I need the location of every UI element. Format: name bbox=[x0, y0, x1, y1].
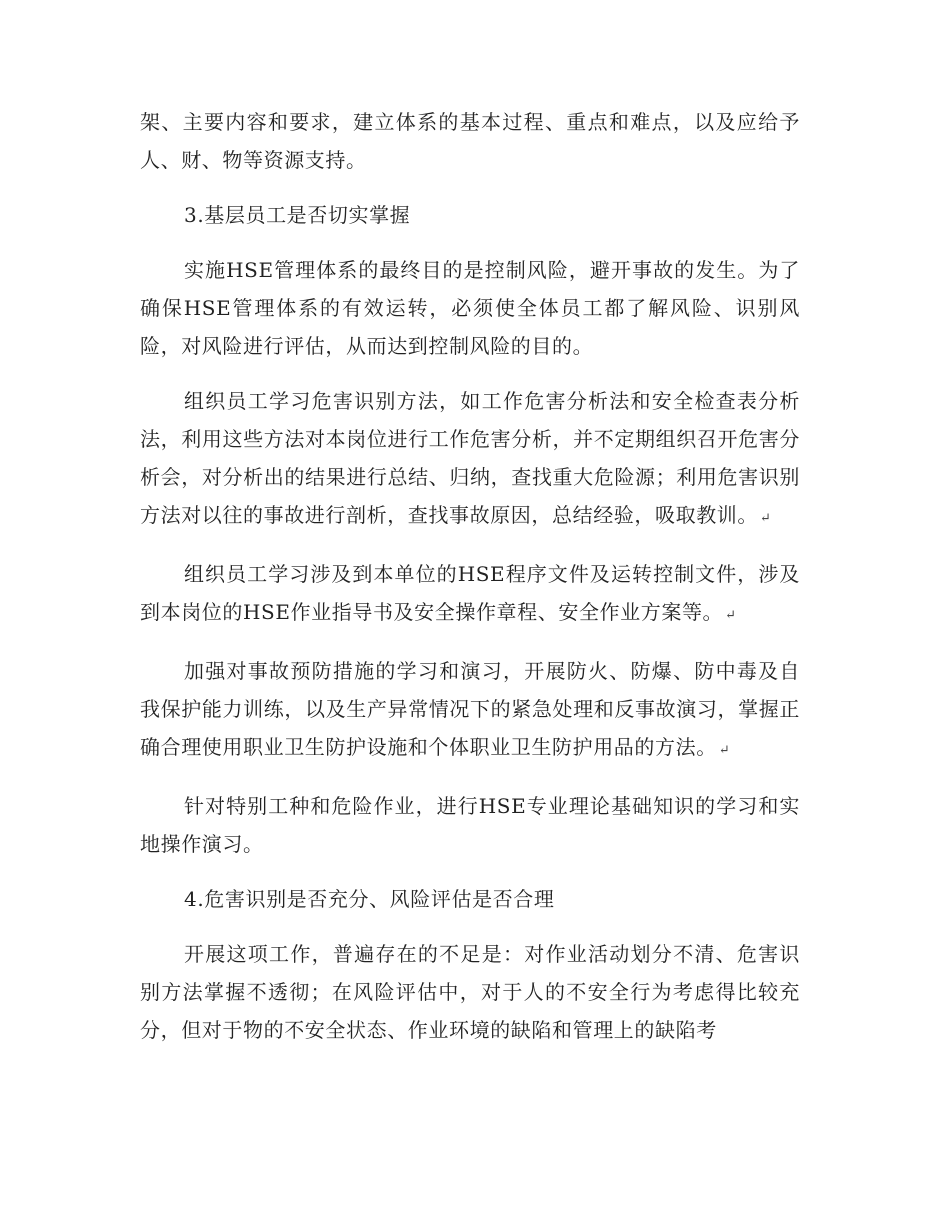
section-heading-4 bbox=[140, 880, 800, 918]
paragraph-text: 开展这项工作，普遍存在的不足是：对作业活动划分不清、危害识别方法掌握不透彻；在风险评估中，对于人的不安全行为考虑得比较充分，但对于物的不安全状态、作业环境的缺陷和管理上的缺陷考 bbox=[140, 942, 800, 1042]
heading-text: 4.危害识别是否充分、风险评估是否合理 bbox=[184, 887, 555, 911]
paragraph-shortcomings bbox=[140, 935, 800, 1049]
paragraph-text: 架、主要内容和要求，建立体系的基本过程、重点和难点，以及应给予人、财、物等资源支持。 bbox=[140, 110, 800, 172]
paragraph-hse-purpose bbox=[140, 251, 800, 365]
paragraph-mark-icon: ↵ bbox=[725, 608, 737, 623]
paragraph-mark-icon: ↵ bbox=[718, 743, 730, 758]
paragraph-text: 针对特别工种和危险作业，进行HSE专业理论基础知识的学习和实地操作演习。 bbox=[140, 794, 800, 856]
paragraph-text: 组织员工学习涉及到本单位的HSE程序文件及运转控制文件，涉及到本岗位的HSE作业指导书及安全操作章程、安全作业方案等。 bbox=[140, 562, 800, 624]
heading-text: 3.基层员工是否切实掌握 bbox=[184, 203, 411, 227]
paragraph-procedure-docs bbox=[140, 555, 800, 635]
paragraph-hazard-methods bbox=[140, 382, 800, 538]
paragraph-continued bbox=[140, 103, 800, 179]
paragraph-text: 组织员工学习危害识别方法，如工作危害分析法和安全检查表分析法，利用这些方法对本岗位进行工作危害分析，并不定期组织召开危害分析会，对分析出的结果进行总结、归纳，查找重大危险源；利用危害识别方法对以往的事故进行剖析，查找事故原因，总结经验，吸取教训。 bbox=[140, 389, 800, 527]
document-body bbox=[140, 103, 800, 1066]
paragraph-mark-icon: ↵ bbox=[760, 511, 771, 526]
paragraph-drills bbox=[140, 652, 800, 770]
section-heading-3 bbox=[140, 196, 800, 234]
paragraph-text: 实施HSE管理体系的最终目的是控制风险，避开事故的发生。为了确保HSE管理体系的有效运转，必须使全体员工都了解风险、识别风险，对风险进行评估，从而达到控制风险的目的。 bbox=[140, 258, 800, 358]
paragraph-text: 加强对事故预防措施的学习和演习，开展防火、防爆、防中毒及自我保护能力训练，以及生产异常情况下的紧急处理和反事故演习，掌握正确合理使用职业卫生防护设施和个体职业卫生防护用品的方法。 bbox=[140, 659, 800, 759]
paragraph-special-work bbox=[140, 787, 800, 863]
